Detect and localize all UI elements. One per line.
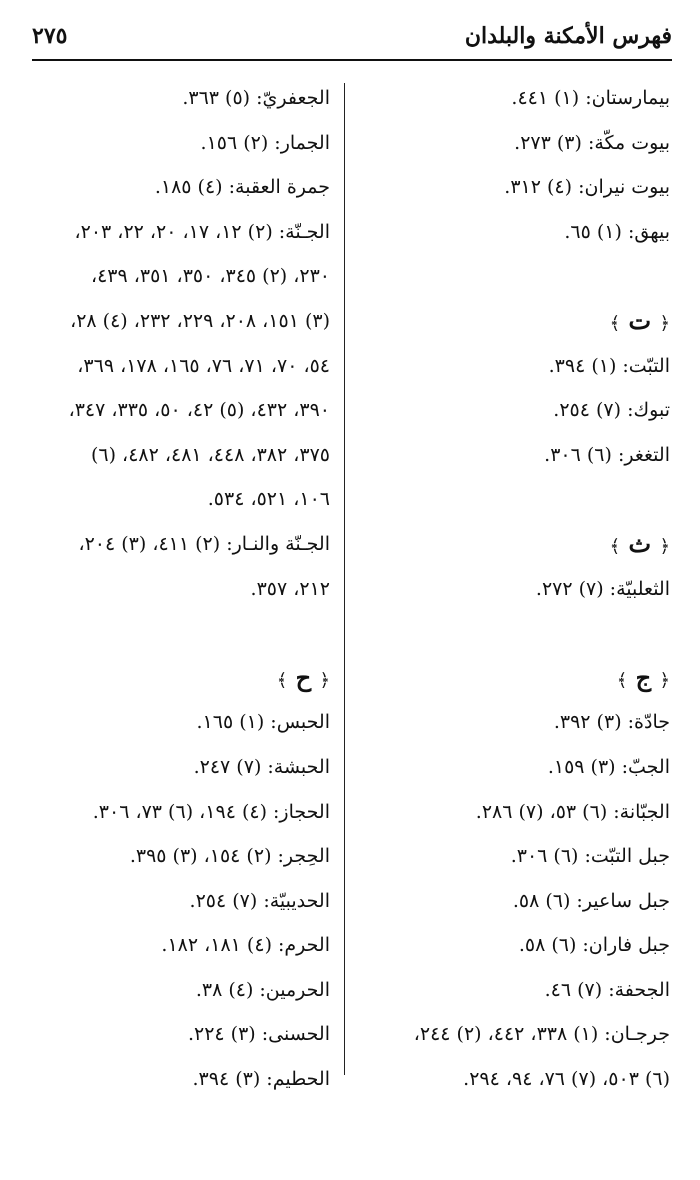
column-divider [344, 83, 345, 1075]
index-entry: الجبّانة: (٦) ٥٣، (٧) ٢٨٦. [475, 800, 670, 823]
index-entry: (٦) ٥٠٣، (٧) ٧٦، ٩٤، ٢٩٤. [463, 1068, 670, 1091]
section-heading [352, 656, 670, 701]
ornament-open: ﴿ [319, 669, 330, 691]
ornament-open: ﴿ [659, 312, 670, 334]
ornament-close: ﴾ [609, 312, 621, 334]
section-spacer [352, 611, 670, 656]
header-rule [32, 59, 672, 61]
section-spacer [352, 254, 670, 299]
index-entry: بيوت مكّة: (٣) ٢٧٣. [514, 131, 670, 154]
index-entry: الحرم: (٤) ١٨١، ١٨٢. [161, 934, 330, 957]
section-letter: ت [620, 305, 660, 335]
index-entry: جمرة العقبة: (٤) ١٨٥. [154, 176, 330, 199]
left-column [32, 76, 330, 1102]
section-spacer [32, 611, 330, 656]
section-heading [32, 656, 330, 701]
index-entry: بيهق: (١) ٦٥. [564, 220, 670, 243]
index-entry: تبوك: (٧) ٢٥٤. [553, 399, 670, 422]
index-entry: ٥٤، ٧٠، ٧١، ٧٦، ١٦٥، ١٧٨، ٣٦٩، [77, 354, 330, 377]
index-entry: الحطيم: (٣) ٣٩٤. [192, 1068, 330, 1091]
index-entry: الحبشة: (٧) ٢٤٧. [193, 755, 330, 778]
page-number: ٢٧٥ [32, 23, 68, 49]
index-entry: ٢١٢، ٣٥٧. [250, 577, 330, 600]
ornament-close: ﴾ [276, 669, 288, 691]
section-heading [352, 299, 670, 344]
running-title: فهرس الأمكنة والبلدان [464, 23, 672, 49]
index-entry: الجعفريّ: (٥) ٣٦٣. [182, 87, 330, 109]
index-entry: الجمار: (٢) ١٥٦. [200, 131, 330, 154]
section-letter: ث [620, 528, 660, 558]
index-entry: الحديبيّة: (٧) ٢٥٤. [189, 889, 330, 912]
index-entry: الجـنّة والنـار: (٢) ٤١١، (٣) ٢٠٤، [78, 532, 330, 555]
ornament-close: ﴾ [609, 535, 621, 557]
index-entry: جبل التبّت: (٦) ٣٠٦. [510, 845, 670, 868]
index-entry: الحجاز: (٤) ١٩٤، (٦) ٧٣، ٣٠٦. [92, 800, 330, 823]
index-entry: التبّت: (١) ٣٩٤. [548, 354, 670, 377]
section-heading [352, 522, 670, 567]
right-column [352, 76, 670, 1102]
index-entry: ٣٩٠، ٤٣٢، (٥) ٤٢، ٥٠، ٣٣٥، ٣٤٧، [68, 399, 330, 422]
index-entry: جادّة: (٣) ٣٩٢. [553, 711, 670, 734]
index-entry: جبل فاران: (٦) ٥٨. [518, 934, 670, 957]
index-entry: ٣٧٥، ٣٨٢، ٤٤٨، ٤٨١، ٤٨٢، (٦) [90, 443, 330, 466]
index-entry: الجحفة: (٧) ٤٦. [544, 978, 670, 1001]
index-entry: الحبس: (١) ١٦٥. [196, 711, 330, 734]
index-entry: التغغر: (٦) ٣٠٦. [544, 443, 670, 466]
index-entry: الحرمين: (٤) ٣٨. [195, 978, 330, 1001]
ornament-open: ﴿ [659, 535, 670, 557]
ornament-open: ﴿ [659, 669, 670, 691]
index-entry: الثعلبيّة: (٧) ٢٧٢. [535, 577, 670, 600]
running-header [32, 18, 672, 54]
index-entry: الجـنّة: (٢) ١٢، ١٧، ٢٠، ٢٢، ٢٠٣، [74, 220, 330, 243]
index-entry: بيوت نيران: (٤) ٣١٢. [504, 176, 670, 199]
section-spacer [352, 477, 670, 522]
index-entry: (٣) ١٥١، ٢٠٨، ٢٢٩، ٢٣٢، (٤) ٢٨، [70, 309, 330, 332]
index-entry: ١٠٦، ٥٢١، ٥٣٤. [207, 488, 330, 511]
index-entry: الحسنى: (٣) ٢٢٤. [187, 1023, 330, 1046]
ornament-close: ﴾ [616, 669, 628, 691]
index-entry: الجبّ: (٣) ١٥٩. [547, 755, 670, 778]
index-entry: ٢٣٠، (٢) ٣٤٥، ٣٥٠، ٣٥١، ٤٣٩، [90, 265, 330, 288]
index-entry: الحِجر: (٢) ١٥٤، (٣) ٣٩٥. [129, 845, 330, 868]
index-entry: بيمارستان: (١) ٤٤١. [511, 87, 670, 109]
section-letter: ج [627, 662, 660, 692]
index-entry: جرجـان: (١) ٣٣٨، ٤٤٢، (٢) ٢٤٤، [413, 1023, 670, 1046]
index-entry: جبل ساعير: (٦) ٥٨. [512, 889, 670, 912]
section-letter: ح [287, 662, 320, 692]
